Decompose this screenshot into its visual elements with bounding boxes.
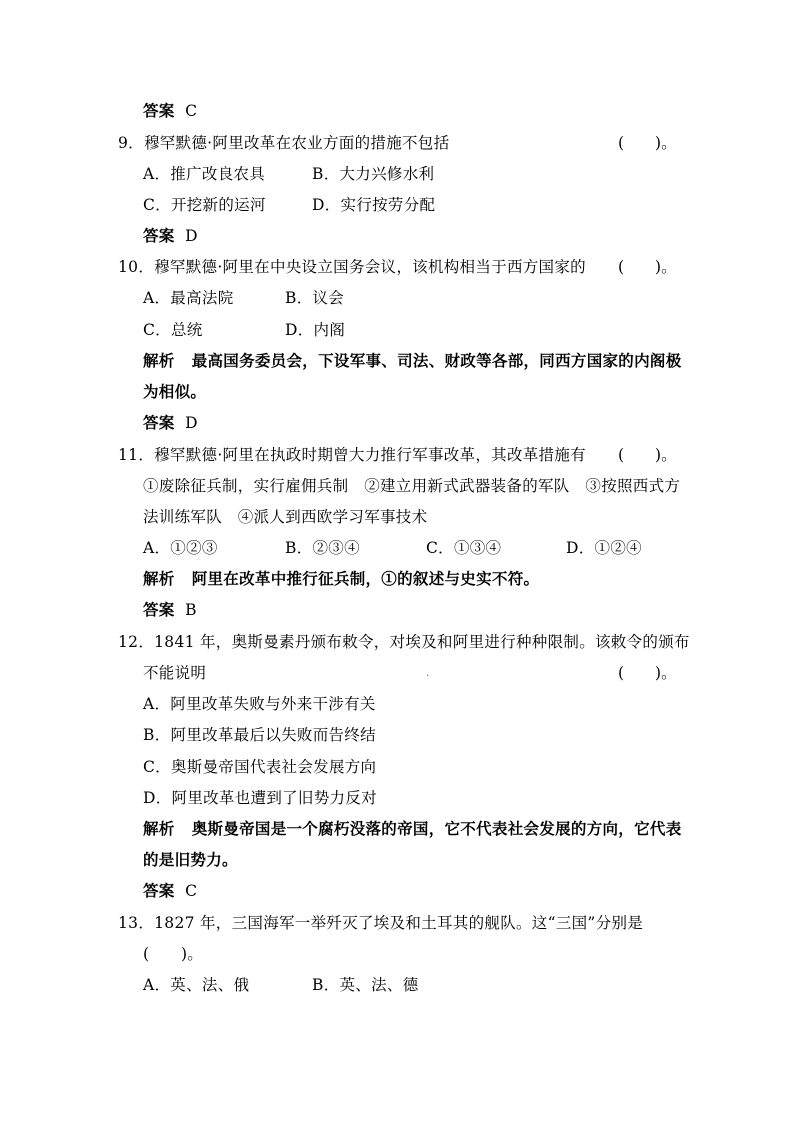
question-9-option-b: B．大力兴修水利 bbox=[312, 165, 435, 183]
question-12-answer-blank: ( )。 bbox=[618, 664, 677, 682]
explanation-label: 解析 bbox=[143, 819, 175, 838]
answer-value: B bbox=[185, 601, 197, 619]
question-10-answer-blank: ( )。 bbox=[618, 258, 677, 276]
answer-value: C bbox=[185, 102, 198, 120]
question-12-option-a: A．阿里改革失败与外来干涉有关 bbox=[143, 695, 376, 713]
answer-label: 答案 bbox=[143, 413, 175, 432]
answer-12 bbox=[143, 881, 197, 901]
answer-10 bbox=[143, 413, 198, 433]
question-13-answer-blank: ( )。 bbox=[143, 945, 204, 963]
question-10-option-d: D．内阁 bbox=[285, 321, 346, 339]
question-10: 10．穆罕默德·阿里在中央设立国务会议，该机构相当于西方国家的 bbox=[118, 258, 586, 276]
question-11-answer-blank: ( )。 bbox=[618, 446, 677, 464]
explanation-11 bbox=[143, 569, 539, 589]
question-12-option-c: C．奥斯曼帝国代表社会发展方向 bbox=[143, 758, 377, 776]
question-12-option-b: B．阿里改革最后以失败而告终结 bbox=[143, 726, 376, 744]
question-9-option-d: D．实行按劳分配 bbox=[312, 196, 436, 214]
question-10-option-b: B．议会 bbox=[285, 289, 345, 307]
explanation-text: 最高国务委员会，下设军事、司法、财政等各部，同西方国家的内阁极 bbox=[191, 351, 682, 370]
question-9-answer-blank: ( )。 bbox=[618, 134, 677, 152]
question-11-option-d: D．①②④ bbox=[566, 539, 642, 557]
question-12: 12．1841 年，奥斯曼素丹颁布敕令，对埃及和阿里进行种种限制。该敕令的颁布 bbox=[118, 633, 690, 651]
answer-9 bbox=[143, 226, 198, 246]
answer-8 bbox=[143, 101, 197, 121]
answer-value: D bbox=[185, 227, 198, 245]
question-13-option-a: A．英、法、俄 bbox=[143, 976, 250, 994]
question-12-continued: 不能说明 bbox=[143, 664, 207, 682]
question-12-option-d: D．阿里改革也遭到了旧势力反对 bbox=[143, 789, 377, 807]
answer-label: 答案 bbox=[143, 881, 175, 900]
question-9: 9．穆罕默德·阿里改革在农业方面的措施不包括 bbox=[118, 134, 450, 152]
question-11-option-c: C．①③④ bbox=[426, 539, 502, 557]
question-11-option-a: A．①②③ bbox=[143, 539, 218, 557]
explanation-text: 奥斯曼帝国是一个腐朽没落的帝国，它不代表社会发展的方向，它代表 bbox=[191, 819, 682, 838]
explanation-label: 解析 bbox=[143, 569, 175, 588]
explanation-12 bbox=[143, 819, 682, 839]
answer-label: 答案 bbox=[143, 101, 175, 120]
explanation-10 bbox=[143, 351, 682, 371]
question-13-option-b: B．英、法、德 bbox=[312, 976, 419, 994]
answer-11 bbox=[143, 600, 197, 620]
answer-value: D bbox=[185, 414, 198, 432]
question-10-option-a: A．最高法院 bbox=[143, 289, 234, 307]
question-11-option-b: B．②③④ bbox=[285, 539, 360, 557]
question-9-option-c: C．开挖新的运河 bbox=[143, 196, 266, 214]
explanation-12-continued: 的是旧势力。 bbox=[143, 850, 238, 869]
question-9-option-a: A．推广改良农具 bbox=[143, 165, 266, 183]
explanation-label: 解析 bbox=[143, 351, 175, 370]
question-11-statements: ①废除征兵制，实行雇佣兵制 ②建立用新式武器装备的军队 ③按照西式方 bbox=[143, 477, 681, 495]
question-10-option-c: C．总统 bbox=[143, 321, 203, 339]
question-11-statements-continued: 法训练军队 ④派人到西欧学习军事技术 bbox=[143, 508, 428, 526]
stray-dot: . bbox=[426, 668, 430, 679]
explanation-text: 阿里在改革中推行征兵制，①的叙述与史实不符。 bbox=[191, 569, 540, 588]
answer-label: 答案 bbox=[143, 226, 175, 245]
explanation-10-continued: 为相似。 bbox=[143, 382, 207, 401]
answer-value: C bbox=[185, 882, 198, 900]
answer-label: 答案 bbox=[143, 600, 175, 619]
question-13: 13．1827 年，三国海军一举歼灭了埃及和土耳其的舰队。这“三国”分别是 bbox=[118, 914, 644, 932]
question-11: 11．穆罕默德·阿里在执政时期曾大力推行军事改革，其改革措施有 bbox=[118, 446, 586, 464]
